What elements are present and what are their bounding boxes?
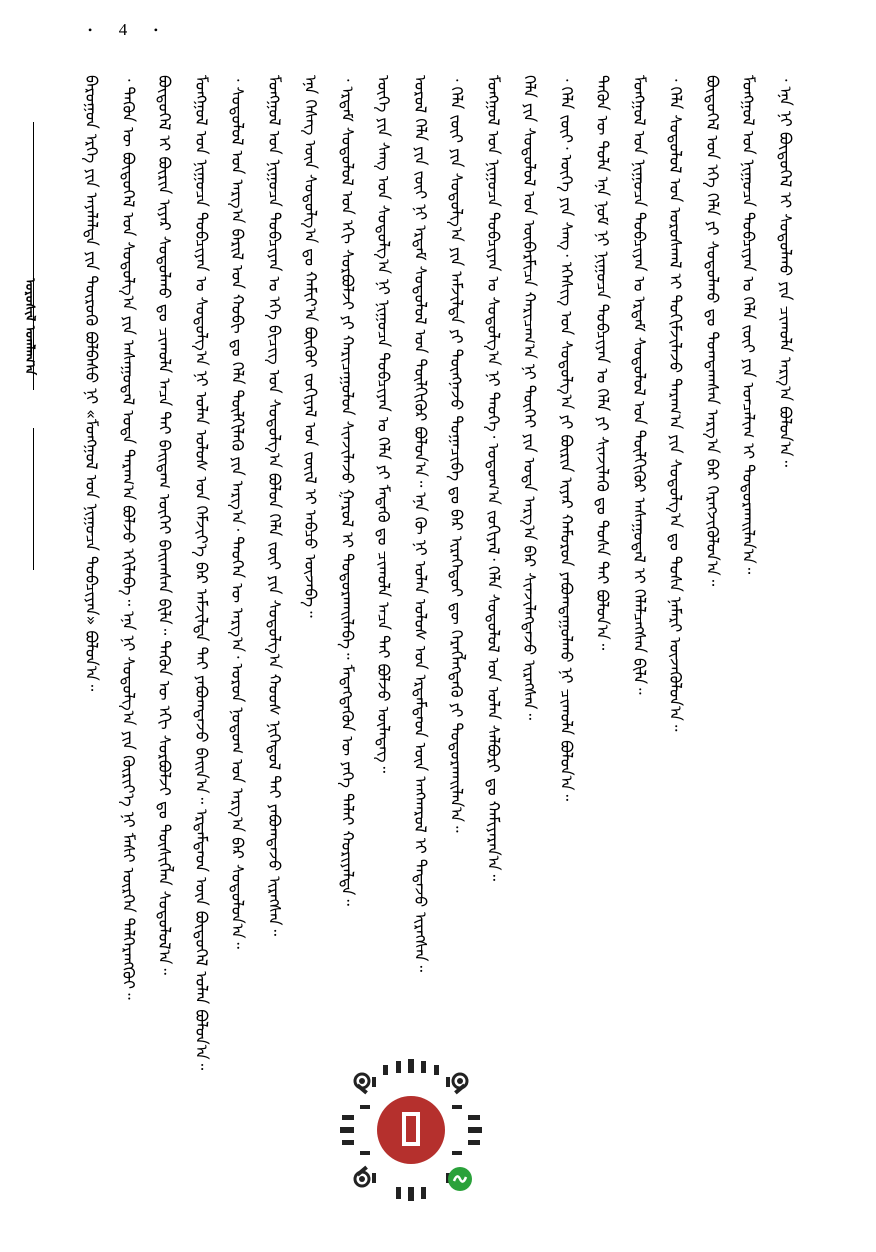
- text-column-content: ᠪᠦᠲᠦᠭᠡᠯ ᠤᠨ ᠡᠬᠡ ᠬᠡᠯᠡ ᠶᠢ ᠰᠤᠳᠤᠯᠬᠤ ᠳᠤ ᠲᠣᠭᠲᠠᠭᠰᠠᠨ ᠠᠷᠭ᠎ᠠ ᠪᠡᠷ ᠬᠡᠷᠡᠭᠵᠢᠭᠦᠯᠦᠨ᠎ᠠ᠃: [703, 75, 722, 587]
- page-number: [88, 20, 158, 40]
- text-column-content: ᠂ ᠲᠡᠭᠦᠨ ᠦ ᠪᠦᠲᠦᠭᠡᠯ ᠤᠨ ᠰᠤᠳᠤᠯᠭ᠎ᠠ ᠶᠢᠨ ᠠᠰᠠᠭᠤᠳᠠᠯ ᠤᠳᠠ ᠳᠠᠷᠠᠭ᠎ᠠ ᠪᠣᠯᠵᠤ ᠡᠬᠢᠯᠡᠪᠡ᠃ ᠡᠨᠡ ᠨᠢ ᠰᠤᠳᠤᠯᠭ᠎ᠠ ᠶᠢᠨ ᠬᠦᠷᠢᠶ᠎ᠡ ᠨᠢ ᠮᠠᠰᠢ ᠥᠷᠭᠡᠨ ᠳᠡᠯᠭᠡᠷᠡᠩᠭᠦᠢ᠃: [119, 75, 138, 1000]
- text-column-content: ᠦᠭᠡ ᠶᠢᠨ ᠰᠠᠩ ᠤᠨ ᠰᠤᠳᠤᠯᠭ᠎ᠠ ᠨᠢ ᠨᠢᠭᠤᠴᠠ ᠲᠣᠪᠴᠢᠶᠠᠨ ᠤ ᠬᠡᠯᠡ ᠶᠢ ᠮᠡᠳᠡᠬᠦ ᠳᠤ ᠴᠢᠬᠤᠯᠠ ᠠᠴᠠ ᠲᠠᠢ ᠪᠣᠯᠵᠤ ᠦᠯᠡᠳᠡᠭ᠃: [374, 75, 393, 774]
- text-column-content: ᠤᠷᠤᠯ ᠬᠡᠯᠡ ᠶᠢᠨ ᠵᠦᠢ ᠨᠢ ᠡᠷᠳᠡᠮ ᠰᠤᠳᠤᠯᠤᠯ ᠤᠨ ᠲᠦᠯᠬᠢᠬᠦᠷ ᠪᠣᠯᠤᠨ᠎ᠠ᠃ ᠡᠨᠡ ᠬᠦ ᠨᠢ ᠣᠯᠠᠨ ᠤᠯᠤᠰ ᠤᠨ ᠡᠷᠳᠡᠮᠲᠡᠳ ᠦᠨ ᠠᠩᠬᠠᠷᠤᠯ ᠢ ᠲᠠᠲᠠᠵᠤ ᠢᠷᠡᠭᠰᠡᠨ᠃: [411, 75, 430, 972]
- text-column: [589, 75, 615, 1235]
- text-column: [261, 75, 287, 1235]
- header-rule-bottom: [33, 428, 34, 570]
- text-column-content: ᠬᠡᠯᠡ ᠶᠢᠨ ᠰᠤᠳᠤᠯᠤᠯ ᠤᠨ ᠦᠪᠡᠷᠮᠢᠴᠡ ᠬᠠᠷᠢᠴᠠᠭ᠎ᠠ ᠨᠢ ᠲᠦᠬᠡᠢ ᠶᠢᠨ ᠤᠳᠠ ᠠᠷᠭ᠎ᠠ ᠪᠡᠷ ᠰᠢᠨᠵᠢᠯᠡᠭᠳᠡᠵᠦ ᠢᠷᠡᠭᠰᠡᠨ᠃: [520, 75, 539, 721]
- text-column: [735, 75, 761, 1235]
- text-column-content: ᠲᠡᠭᠦᠨ ᠦ ᠲᠤᠯᠠ ᠡᠨᠡ ᠨᠣᠮ ᠨᠢ ᠨᠢᠭᠤᠴᠠ ᠲᠣᠪᠴᠢᠶᠠᠨ ᠤ ᠬᠡᠯᠡ ᠶᠢ ᠰᠢᠨᠵᠢᠯᠡᠬᠦ ᠳᠤ ᠲᠤᠰᠠ ᠲᠠᠢ ᠪᠣᠯᠤᠨ᠎ᠠ᠃: [593, 75, 612, 651]
- text-column-content: ᠮᠣᠩᠭᠣᠯ ᠤᠨ ᠨᠢᠭᠤᠴᠠ ᠲᠣᠪᠴᠢᠶᠠᠨ ᠤ ᠰᠤᠳᠤᠯᠭ᠎ᠠ ᠨᠢ ᠣᠯᠠᠨ ᠤᠯᠤᠰ ᠤᠨ ᠬᠡᠮᠵᠢᠶ᠎ᠡ ᠪᠡᠷ ᠠᠮᠵᠢᠯᠲᠠ ᠲᠠᠢ ᠶᠠᠪᠤᠭ᠍ᠳᠠᠵᠤ ᠪᠠᠢᠨ᠎ᠠ᠃ ᠡᠷᠳᠡᠮᠲᠡᠳ ᠦᠨ ᠪᠦᠲᠦᠭᠡᠯ ᠣᠯᠠᠨ ᠪᠣᠯᠤᠨ᠎ᠠ᠃: [192, 75, 211, 1071]
- text-column: [626, 75, 652, 895]
- text-column-content: ᠡᠨᠡ ᠬᠡᠰᠡᠭ ᠦᠨ ᠰᠤᠳᠤᠯᠭ᠎ᠠ ᠳᠤ ᠬᠠᠮᠢᠶ᠎ᠠ ᠪᠦᠬᠦᠢ ᠵᠣᠬᠢᠶᠠᠯ ᠤᠨ ᠵᠦᠢᠯ ᠢ ᠠᠪᠴᠤ ᠦᠵᠡᠪᠡ᠃: [301, 75, 320, 618]
- qr-code-icon: [336, 1055, 486, 1205]
- running-header-title: ᠣᠷᠣᠰᠢᠯ ᠤᠭᠯᠠᠭ᠎ᠠ: [22, 278, 37, 376]
- text-column-content: ᠮᠣᠩᠭᠣᠯ ᠤᠨ ᠨᠢᠭᠤᠴᠠ ᠲᠣᠪᠴᠢᠶᠠᠨ ᠤ ᠰᠤᠳᠤᠯᠭ᠎ᠠ ᠨᠢ ᠲᠡᠦᠬᠡ᠂ ᠤᠲᠤᠭ᠎ᠠ ᠵᠣᠬᠢᠶᠠᠯ᠂ ᠬᠡᠯᠡ ᠰᠤᠳᠤᠯᠤᠯ ᠤᠨ ᠣᠯᠠᠨ ᠰᠠᠯᠪᠤᠷᠢ ᠳᠤ ᠬᠠᠮᠢᠶᠠᠷᠠᠨ᠎ᠠ᠃: [484, 75, 503, 882]
- text-column-content: ᠮᠣᠩᠭᠣᠯ ᠤᠨ ᠨᠢᠭᠤᠴᠠ ᠲᠣᠪᠴᠢᠶᠠᠨ ᠤ ᠡᠬᠡ ᠪᠢᠴᠢᠭ ᠤᠨ ᠰᠤᠳᠤᠯᠭ᠎ᠠ ᠪᠣᠯᠤᠨ ᠬᠡᠯᠡ ᠵᠦᠢ ᠶᠢᠨ ᠰᠤᠳᠤᠯᠭ᠎ᠠ ᠬᠣᠣᠰ ᠨᠢᠭᠡᠳᠦᠯ ᠲᠡᠢ ᠶᠠᠪᠤᠭ᠍ᠳᠠᠵᠤ ᠢᠷᠡᠭᠰᠡᠨ᠃: [265, 75, 284, 937]
- page-number-value: 4: [118, 20, 128, 39]
- text-column: [699, 75, 725, 1235]
- page-number-dot-left: •: [88, 22, 93, 37]
- text-column: [662, 75, 688, 1235]
- text-column: [772, 75, 798, 1235]
- text-column: [516, 75, 542, 1235]
- text-column: [297, 75, 323, 635]
- text-column-content: ᠂ ᠬᠡᠯᠡ ᠵᠦᠢ᠂ ᠦᠭᠡ ᠶᠢᠨ ᠰᠠᠩ᠂ ᠡᠭᠡᠰᠢᠭ ᠤᠨ ᠰᠤᠳᠤᠯᠭ᠎ᠠ ᠶᠢ ᠪᠦᠷᠢᠨ ᠢᠶᠡᠷ ᠬᠠᠮᠤᠷᠤᠨ ᠶᠠᠪᠤᠭ᠍ᠳᠠᠭᠤᠯᠬᠤ ᠨᠢ ᠴᠢᠬᠤᠯᠠ ᠪᠣᠯᠤᠨ᠎ᠠ᠃: [557, 75, 576, 801]
- text-column: [151, 75, 177, 1235]
- running-header: [18, 278, 48, 430]
- text-column: [78, 75, 104, 1235]
- text-column-content: ᠮᠣᠩᠭᠣᠯ ᠤᠨ ᠨᠢᠭᠤᠴᠠ ᠲᠣᠪᠴᠢᠶᠠᠨ ᠤ ᠡᠷᠳᠡᠮ ᠰᠤᠳᠤᠯᠤᠯ ᠤᠨ ᠲᠦᠯᠬᠢᠬᠦᠷ ᠠᠰᠠᠭᠤᠳᠠᠯ ᠢ ᠬᠡᠯᠡᠯᠴᠡᠭᠰᠡᠨ ᠪᠢᠯᠡ᠃: [630, 75, 649, 695]
- text-column: [115, 75, 141, 1235]
- text-column-content: ᠪᠦᠲᠦᠭᠡᠯ ᠢ ᠪᠦᠷᠢᠨ ᠢᠶᠡᠷ ᠰᠤᠳᠤᠯᠬᠤ ᠳᠤ ᠴᠢᠬᠤᠯᠠ ᠠᠴᠠ ᠲᠠᠢ ᠪᠠᠢᠳᠠᠭ ᠦᠭᠡᠢ ᠪᠠᠢᠭ᠍ᠰᠠᠨ ᠪᠢᠯᠡ᠃ ᠲᠡᠭᠦᠨ ᠦ ᠡᠬᠢ ᠰᠤᠷᠪᠤᠯᠵᠢ ᠳᠤ ᠲᠦᠰᠢᠭᠯᠡᠨ ᠰᠤᠳᠤᠯᠤᠯ᠎ᠠ᠃: [155, 75, 174, 975]
- text-column-content: ᠂ ᠬᠡᠯᠡ ᠵᠦᠢ ᠶᠢᠨ ᠰᠤᠳᠤᠯᠭ᠎ᠠ ᠶᠢᠨ ᠠᠮᠵᠢᠯᠲᠠ ᠶᠢ ᠳᠦᠩᠨᠡᠵᠦ ᠲᠣᠭᠠᠴᠢᠪᠠ ᠳᠤ ᠪᠡᠷ ᠢᠷᠡᠭᠡᠳᠦᠢ ᠳᠦ ᠬᠡᠷᠡᠭᠯᠡᠭᠳᠡᠬᠦ ᠶᠢ ᠲᠣᠳᠣᠷᠬᠠᠢᠯᠠᠨ᠎ᠠ᠃: [447, 75, 466, 833]
- text-column-content: ᠂ ᠬᠡᠯᠡ ᠰᠤᠳᠤᠯᠤᠯ ᠤᠨ ᠤᠷᠤᠰᠬᠠᠯ ᠢ ᠲᠣᠭᠢᠮᠵᠢᠯᠠᠵᠤ ᠳᠠᠷᠠᠭ᠎ᠠ ᠶᠢᠨ ᠰᠤᠳᠤᠯᠭ᠎ᠠ ᠳᠤ ᠲᠤᠰᠠ ᠨᠡᠮᠡᠷᠢ ᠦᠵᠡᠭᠦᠯᠦᠨ᠎ᠠ᠃: [666, 75, 685, 732]
- text-column: [553, 75, 579, 1235]
- text-column-content: ᠂ ᠡᠨᠡ ᠨᠢ ᠪᠦᠲᠦᠭᠡᠯ ᠢ ᠰᠤᠳᠤᠯᠬᠤ ᠶᠢᠨ ᠴᠢᠬᠤᠯᠠ ᠠᠷᠭ᠎ᠠ ᠪᠣᠯᠤᠨ᠎ᠠ᠃: [776, 75, 795, 468]
- text-column-content: ᠮᠣᠩᠭᠣᠯ ᠤᠨ ᠨᠢᠭᠤᠴᠠ ᠲᠣᠪᠴᠢᠶᠠᠨ ᠤ ᠬᠡᠯᠡ ᠵᠦᠢ ᠶᠢᠨ ᠣᠨᠴᠠᠯᠢᠭ ᠢ ᠲᠣᠳᠤᠷᠬᠠᠢᠯᠠᠨ᠎ᠠ᠃: [739, 75, 758, 575]
- text-column-content: ᠂ ᠡᠷᠳᠡᠮ ᠰᠤᠳᠤᠯᠤᠯ ᠤᠨ ᠡᠬᠢ ᠰᠤᠷᠪᠤᠯᠵᠢ ᠶᠢ ᠬᠠᠷᠢᠴᠠᠭᠤᠯᠤᠨ ᠰᠢᠨᠵᠢᠯᠡᠵᠦ ᠭᠠᠷᠤᠯ ᠢ ᠲᠣᠳᠤᠷᠬᠠᠢᠯᠠᠪᠠ᠃ ᠮᠡᠳᠡᠭᠳᠡᠬᠦᠨ ᠦ ᠶᠡᠬᠡ ᠳᠠᠯᠠᠢ ᠬᠤᠷᠢᠶᠠᠯᠲᠠ᠃: [338, 75, 357, 906]
- text-column: [224, 75, 250, 1235]
- text-column: [188, 75, 214, 1235]
- text-column-content: ᠂ ᠰᠤᠳᠤᠯᠤᠯ ᠤᠨ ᠠᠷᠭ᠎ᠠ ᠪᠠᠷᠢᠯ ᠤᠨ ᠬᠤᠪᠢ ᠳᠤ ᠬᠡᠯᠡ ᠲᠦᠯᠬᠢᠯᠡᠬᠦ ᠶᠢᠨ ᠠᠷᠭ᠎ᠠ᠂ ᠲᠡᠦᠬᠡᠨ ᠦ ᠠᠷᠭ᠎ᠠ᠂ ᠤᠷᠤᠨ ᠨᠤᠲᠤᠭ ᠤᠨ ᠠᠷᠭ᠎ᠠ ᠪᠡᠷ ᠰᠤᠳᠤᠯᠤᠨ᠎ᠠ᠃: [228, 75, 247, 949]
- text-column-content: ᠪᠠᠷᠤᠭᠤᠨ ᠡᠷᠭᠡ ᠶᠢᠨ ᠠᠶᠠᠯᠠᠯᠲᠠ ᠶᠢᠨ ᠲᠦᠷᠦᠭᠦ ᠪᠣᠯᠪᠠᠰᠤ ᠨᠢ «ᠮᠣᠩᠭᠣᠯ ᠤᠨ ᠨᠢᠭᠤᠴᠠ ᠲᠣᠪᠴᠢᠶᠠᠨ» ᠪᠣᠯᠤᠨ᠎ᠠ᠃: [82, 75, 101, 692]
- page-number-dot-right: •: [153, 22, 158, 37]
